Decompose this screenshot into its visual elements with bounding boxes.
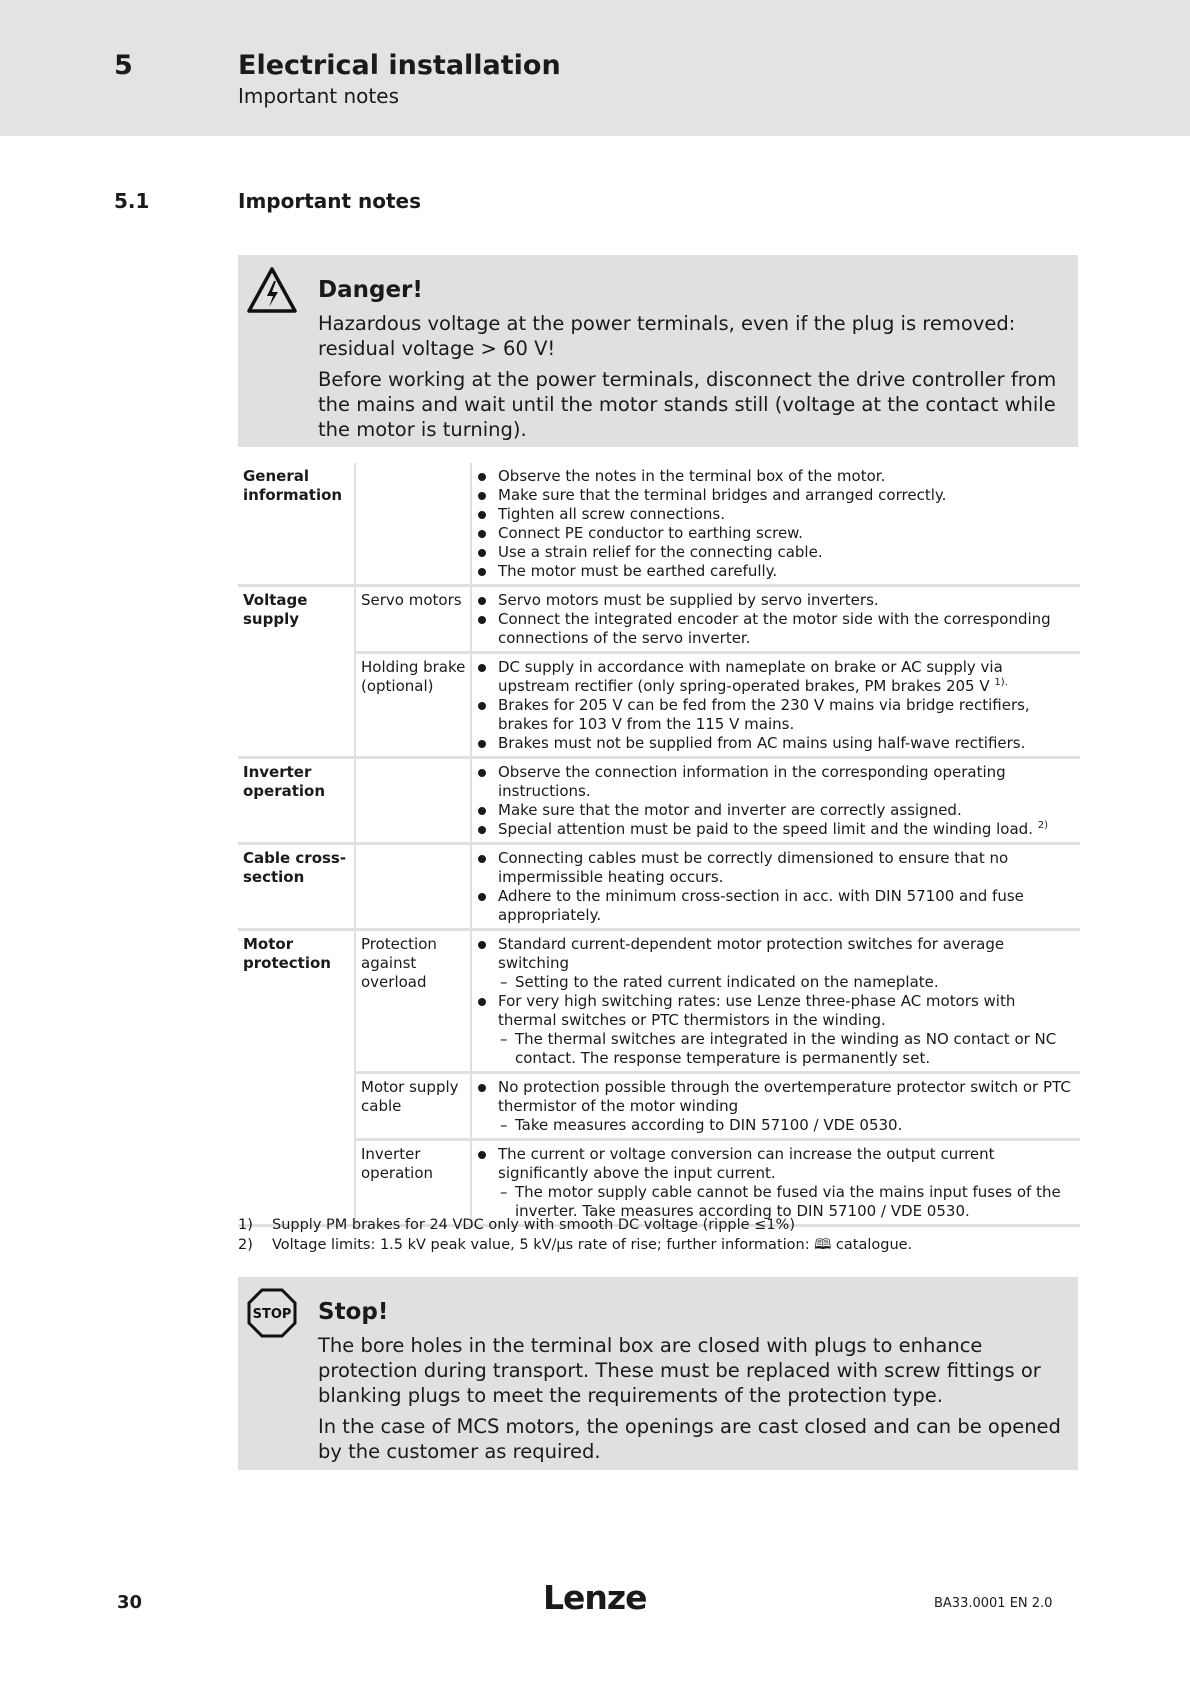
table-row-motor-cable [238,1073,1080,1140]
sub-label: Holding brake (optional) [355,653,471,758]
list-item: Adhere to the minimum cross-section in acc. with DIN 57100 and fuse appropriately. [477,887,1076,925]
row-label: Motor protection [238,930,355,1226]
stop-paragraph: The bore holes in the terminal box are closed with plugs to enhance protection during transport. These must be replaced with screw fittings or blanking plugs to meet the requirements of the protection type. [318,1334,1041,1407]
sub-label: Inverter operation [355,1140,471,1226]
stop-sign-icon [246,1287,298,1339]
row-label: Cable cross-section [238,844,355,930]
table-row-motor-overload [238,930,1080,1073]
dash-item: – Take measures according to DIN 57100 / VDE 0530. [498,1116,1076,1135]
danger-paragraph: Before working at the power terminals, disconnect the drive controller from the mains and wait until the motor stands still (voltage at the contact while the motor is turning). [318,368,1057,441]
chapter-title: Electrical installation [238,50,561,81]
table-row-general [238,463,1080,586]
table-row-cable [238,844,1080,930]
list-item: Brakes for 205 V can be fed from the 230 V mains via bridge rectifiers, brakes for 103 V from the 115 V mains. [477,696,1076,734]
page-number: 30 [117,1592,143,1613]
section-number: 5.1 [114,189,150,213]
lenze-logo: Lenze [543,1578,647,1617]
list-item: DC supply in accordance with nameplate on brake or AC supply via upstream rectifier (only spring-operated brakes, PM brakes 205 V $^{1).}$ [477,658,1076,696]
list-item: Servo motors must be supplied by servo inverters. [477,591,1076,610]
list-item: Special attention must be paid to the speed limit and the winding load. $^{2)}$ [477,820,1076,839]
dash-item: – The thermal switches are integrated in the winding as NO contact or NC contact. The response temperature is permanently set. [498,1030,1076,1068]
list-item: Tighten all screw connections. [477,505,1076,524]
section-title: Important notes [238,189,422,213]
list-item: Observe the notes in the terminal box of the motor. [477,467,1076,486]
footnote-ref: 1). [994,677,1008,688]
danger-paragraph: Hazardous voltage at the power terminals, even if the plug is removed: residual voltage > 60 V! [318,312,1016,360]
list-item: The motor must be earthed carefully. [477,562,1076,581]
stop-notice [238,1277,1078,1470]
table-row-voltage-servo [238,586,1080,653]
sub-label: Motor supply cable [355,1073,471,1140]
row-label: Voltage supply [238,586,355,758]
footnotes [238,1215,912,1255]
danger-notice [238,255,1078,447]
danger-title: Danger! [318,277,423,303]
header-band [0,0,1190,136]
list-item: The current or voltage conversion can increase the output current significantly above the input current. – The motor supply cable cannot be fused via the mains input fuses of the inverter. Take measures according to DIN 57100 / VDE 0530. [477,1145,1076,1221]
chapter-number: 5 [114,50,133,81]
table-row-motor-inverter [238,1140,1080,1226]
footnote: 2) Voltage limits: 1.5 kV peak value, 5 kV/µs rate of rise; further information: 🕮 catalogue. [238,1237,913,1253]
sub-label: Servo motors [355,586,471,653]
stop-title: Stop! [318,1299,389,1325]
sub-label: Protection against overload [355,930,471,1073]
document-id: BA33.0001 EN 2.0 [934,1596,1053,1611]
list-item: Observe the connection information in the corresponding operating instructions. [477,763,1076,801]
row-label: General information [243,467,343,504]
high-voltage-warning-icon [246,265,298,317]
stop-paragraph: In the case of MCS motors, the openings are cast closed and can be opened by the customer as required. [318,1415,1061,1463]
list-item: No protection possible through the overtemperature protector switch or PTC thermistor of the motor winding – Take measures according to DIN 57100 / VDE 0530. [477,1078,1076,1135]
footnote: 1) Supply PM brakes for 24 VDC only with smooth DC voltage (ripple ≤1%) [238,1217,795,1233]
notes-table [238,463,1080,1227]
dash-item: – Setting to the rated current indicated on the nameplate. [498,973,1076,992]
list-item: Connect the integrated encoder at the motor side with the corresponding connections of the servo inverter. [477,610,1076,648]
dash-item: – The motor supply cable cannot be fused via the mains input fuses of the inverter. Take measures according to DIN 57100 / VDE 0530. [498,1183,1076,1221]
list-item: Make sure that the motor and inverter are correctly assigned. [477,801,1076,820]
list-item: Make sure that the terminal bridges and arranged correctly. [477,486,1076,505]
stop-sign-text: STOP [252,1307,292,1322]
chapter-subtitle: Important notes [238,84,399,108]
list-item: For very high switching rates: use Lenze three-phase AC motors with thermal switches or PTC thermistors in the winding. – The thermal switches are integrated in the winding as NO contact or NC contact. The response temperature is permanently set. [477,992,1076,1068]
row-label: Inverter operation [238,758,355,844]
list-item: Connecting cables must be correctly dimensioned to ensure that no impermissible heating occurs. [477,849,1076,887]
list-item: Brakes must not be supplied from AC mains using half-wave rectifiers. [477,734,1076,753]
list-item: Use a strain relief for the connecting cable. [477,543,1076,562]
footnote-ref: 2) [1037,820,1049,831]
table-row-voltage-brake [238,653,1080,758]
list-item: Connect PE conductor to earthing screw. [477,524,1076,543]
list-item: Standard current-dependent motor protection switches for average switching – Setting to the rated current indicated on the nameplate. [477,935,1076,992]
table-row-inverter [238,758,1080,844]
